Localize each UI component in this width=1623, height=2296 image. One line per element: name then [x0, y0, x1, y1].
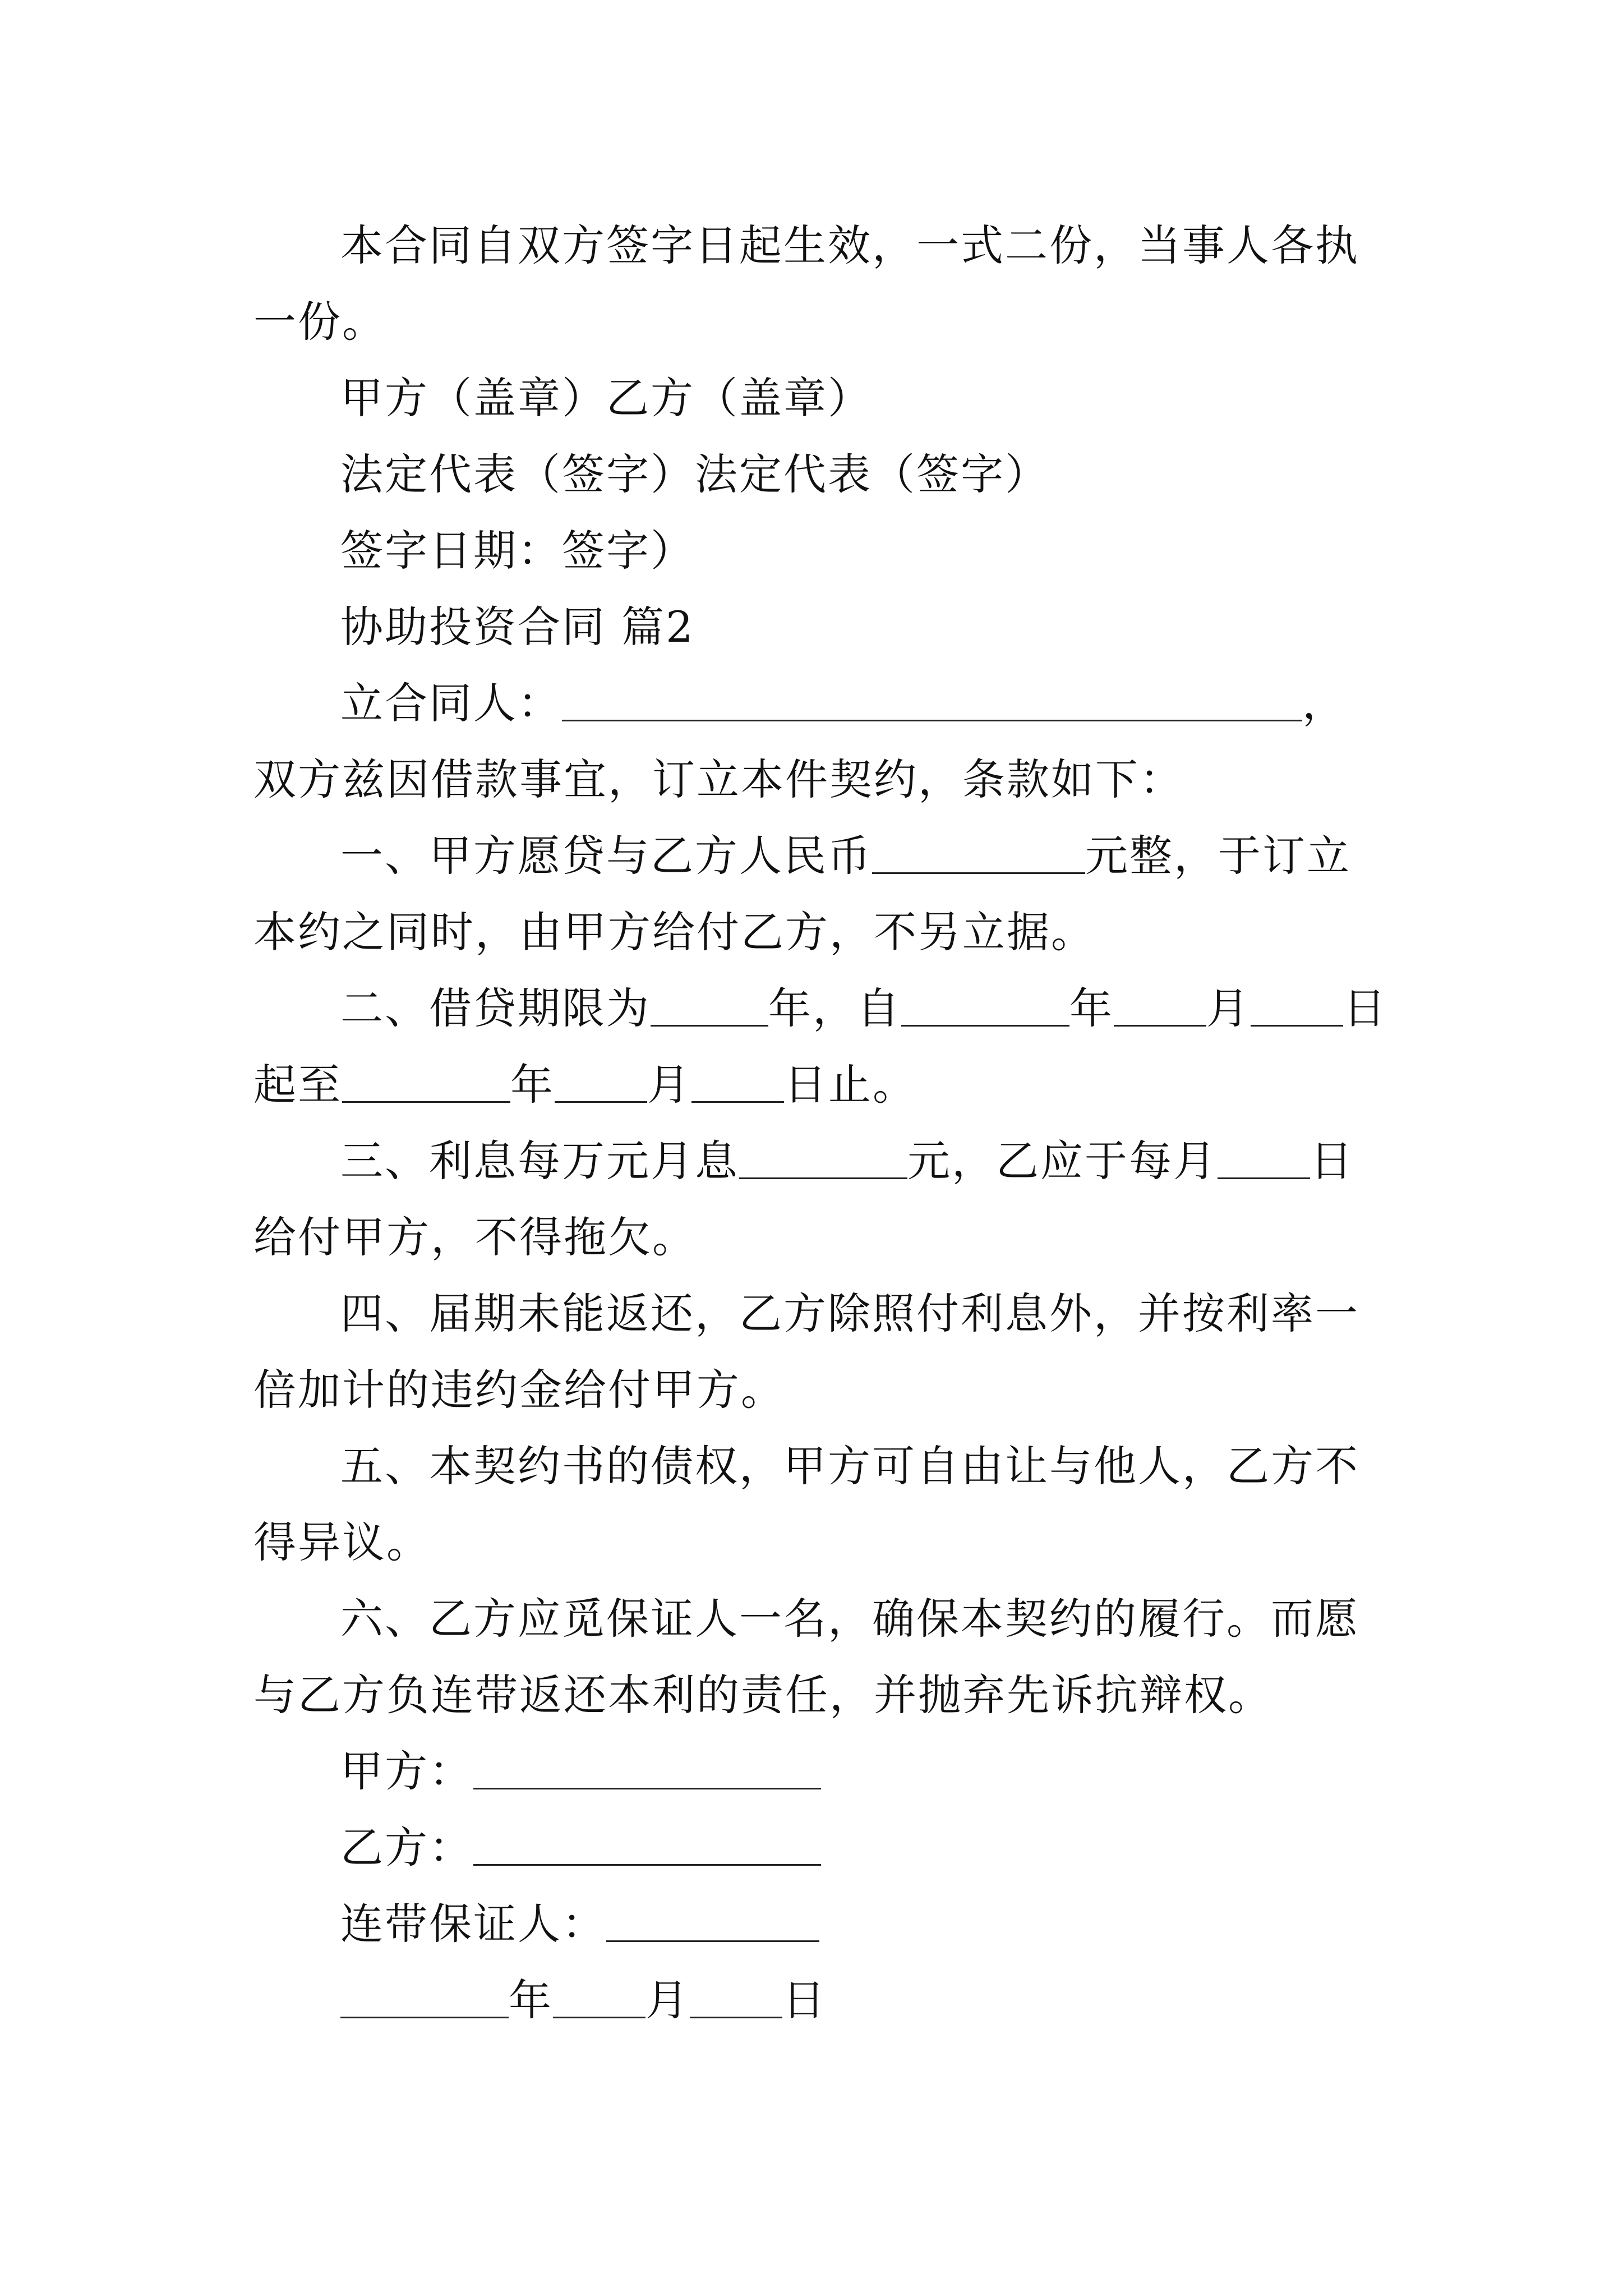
clause-1-text-a: 一、甲方愿贷与乙方人民币 — [340, 831, 872, 881]
guarantor-label: 连带保证人： — [340, 1899, 606, 1949]
document-body — [253, 208, 1389, 2039]
party-a-label: 甲方： — [340, 1746, 473, 1796]
clause-2-text-a: 二、借贷期限为 — [340, 983, 651, 1033]
party-a-blank — [473, 1754, 821, 1789]
date-year-blank — [340, 1982, 509, 2018]
clause-2-text-c: 年 — [1069, 983, 1114, 1033]
clause-2-text-b: 年，自 — [768, 983, 901, 1033]
date-month-label: 月 — [645, 1975, 690, 2025]
date-month-blank — [553, 1982, 645, 2018]
effective-clause: 本合同自双方签字日起生效，一式二份，当事人各执一份。 — [253, 220, 1359, 347]
clause-5: 五、本契约书的债权，甲方可自由让与他人，乙方不得异议。 — [253, 1441, 1359, 1567]
parties-clause — [253, 665, 1389, 818]
section-heading: 协助投资合同 篇2 — [340, 602, 695, 652]
signing-date-line: 签字日期：签字） — [340, 526, 695, 576]
interest-blank — [739, 1143, 907, 1179]
clause-2-text-g: 月 — [647, 1060, 691, 1110]
term-years-blank — [651, 991, 768, 1027]
clause-2 — [253, 970, 1389, 1123]
guarantor-signature — [253, 1886, 1389, 1962]
clause-2-text-d: 月 — [1206, 983, 1251, 1033]
clause-6: 六、乙方应觅保证人一名，确保本契约的履行。而愿与乙方负连带返还本利的责任，并抛弃先诉抗辩权。 — [253, 1594, 1359, 1720]
start-month-blank — [1114, 991, 1206, 1027]
clause-3-text-c: 日给付甲方，不得拖欠。 — [253, 1136, 1354, 1262]
date-day-blank — [690, 1982, 782, 2018]
clause-3-text-b: 元，乙应于每月 — [907, 1136, 1218, 1186]
end-day-blank — [691, 1067, 784, 1103]
end-month-blank — [555, 1067, 647, 1103]
clause-1 — [253, 818, 1389, 970]
payment-day-blank — [1218, 1143, 1310, 1179]
start-day-blank — [1251, 991, 1343, 1027]
clause-3-text-a: 三、利息每万元月息 — [340, 1136, 739, 1186]
clause-4: 四、届期未能返还，乙方除照付利息外，并按利率一倍加计的违约金给付甲方。 — [253, 1289, 1359, 1415]
party-b-label: 乙方： — [340, 1823, 473, 1872]
parties-text: ，双方兹因借款事宜，订立本件契约，条款如下： — [253, 678, 1347, 804]
clause-2-text-f: 年 — [510, 1060, 555, 1110]
clause-3 — [253, 1123, 1389, 1276]
legal-representative-line: 法定代表（签字）法定代表（签字） — [340, 449, 1049, 499]
signature-seal-line: 甲方（盖章）乙方（盖章） — [340, 373, 872, 423]
date-day-label: 日 — [782, 1975, 827, 2025]
clause-2-text-e: 日起至 — [253, 983, 1387, 1110]
party-a-signature — [253, 1733, 1389, 1810]
party-b-blank — [473, 1830, 821, 1866]
start-year-blank — [901, 991, 1069, 1027]
parties-label: 立合同人： — [340, 678, 562, 728]
clause-2-text-h: 日止。 — [784, 1060, 917, 1110]
parties-blank — [562, 685, 1302, 721]
party-b-signature — [253, 1810, 1389, 1886]
loan-amount-blank — [872, 838, 1085, 874]
date-year-label: 年 — [509, 1975, 553, 2025]
end-year-blank — [342, 1067, 510, 1103]
clause-1-text-b: 元整，于订立本约之同时，由甲方给付乙方，不另立据。 — [253, 831, 1351, 957]
date-line — [253, 1962, 1389, 2039]
guarantor-blank — [606, 1906, 819, 1942]
